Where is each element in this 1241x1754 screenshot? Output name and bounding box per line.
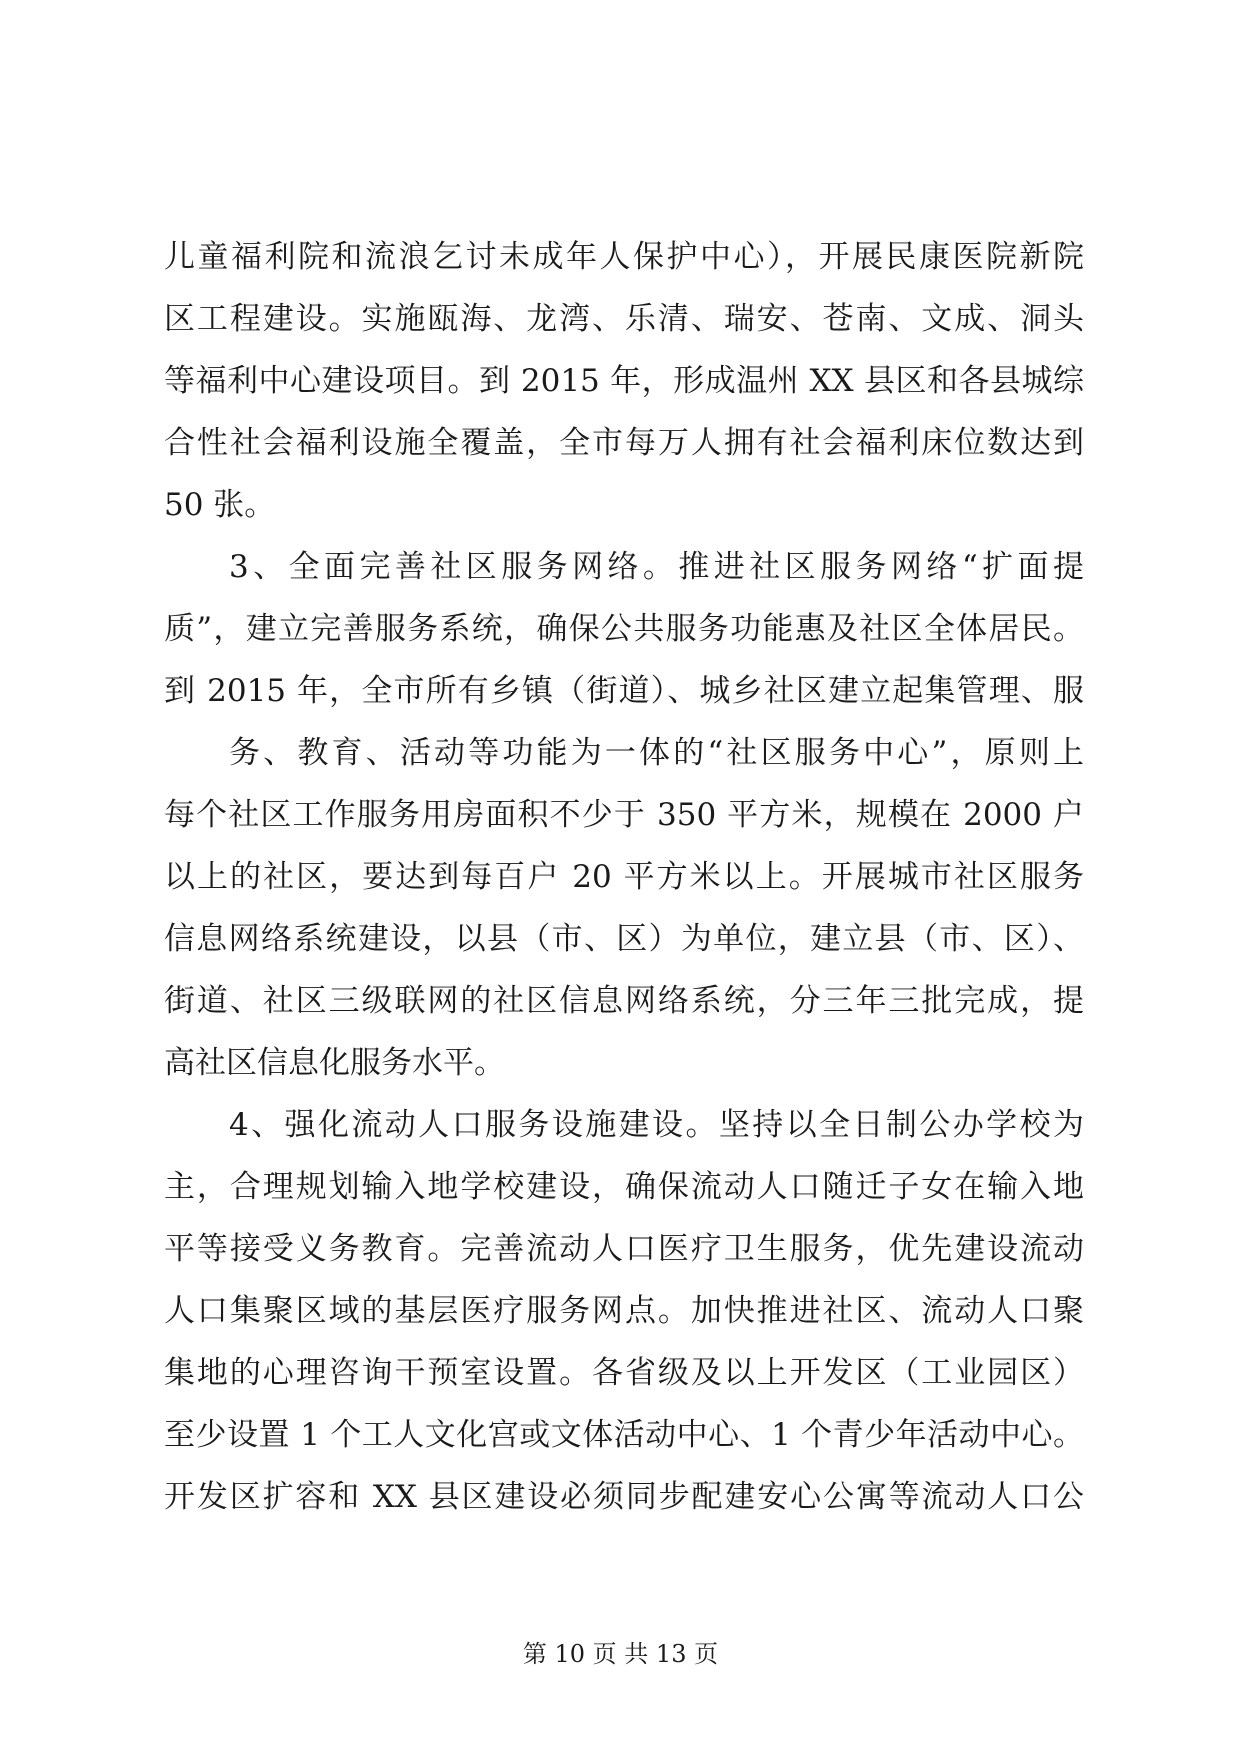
text-line: 集地的心理咨询干预室设置。各省级及以上开发区（工业园区） bbox=[164, 1355, 1084, 1391]
text-line: 街道、社区三级联网的社区信息网络系统，分三年三批完成，提 bbox=[164, 983, 1084, 1019]
text-line: 平等接受义务教育。完善流动人口医疗卫生服务，优先建设流动 bbox=[164, 1231, 1084, 1267]
text-line: 至少设置 1 个工人文化宫或文体活动中心、1 个青少年活动中心。 bbox=[164, 1417, 1084, 1453]
text-line: 信息网络系统建设，以县（市、区）为单位，建立县（市、区）、 bbox=[164, 921, 1084, 957]
text-line: 等福利中心建设项目。到 2015 年，形成温州 XX 县区和各县城综 bbox=[164, 363, 1084, 399]
text-line: 儿童福利院和流浪乞讨未成年人保护中心），开展民康医院新院 bbox=[164, 239, 1084, 275]
paragraph-heading-4: 4、强化流动人口服务设施建设。坚持以全日制公办学校为 bbox=[229, 1107, 1084, 1143]
text-line: 人口集聚区域的基层医疗服务网点。加快推进社区、流动人口聚 bbox=[164, 1293, 1084, 1329]
text-line: 高社区信息化服务水平。 bbox=[164, 1045, 505, 1081]
text-line: 到 2015 年，全市所有乡镇（街道）、城乡社区建立起集管理、服 bbox=[164, 673, 1084, 709]
text-line: 区工程建设。实施瓯海、龙湾、乐清、瑞安、苍南、文成、洞头 bbox=[164, 301, 1084, 337]
paragraph-heading-3: 3、全面完善社区服务网络。推进社区服务网络“扩面提 bbox=[229, 549, 1084, 585]
text-line: 50 张。 bbox=[164, 487, 276, 523]
text-line: 每个社区工作服务用房面积不少于 350 平方米，规模在 2000 户 bbox=[164, 797, 1084, 833]
text-line: 质”，建立完善服务系统，确保公共服务功能惠及社区全体居民。 bbox=[164, 611, 1084, 647]
text-line: 主，合理规划输入地学校建设，确保流动人口随迁子女在输入地 bbox=[164, 1169, 1084, 1205]
text-line: 合性社会福利设施全覆盖，全市每万人拥有社会福利床位数达到 bbox=[164, 425, 1084, 461]
text-line: 开发区扩容和 XX 县区建设必须同步配建安心公寓等流动人口公 bbox=[164, 1479, 1084, 1515]
text-line: 务、教育、活动等功能为一体的“社区服务中心”，原则上 bbox=[229, 735, 1084, 771]
text-line: 以上的社区，要达到每百户 20 平方米以上。开展城市社区服务 bbox=[164, 859, 1084, 895]
page-number-footer: 第 10 页 共 13 页 bbox=[522, 1640, 719, 1668]
